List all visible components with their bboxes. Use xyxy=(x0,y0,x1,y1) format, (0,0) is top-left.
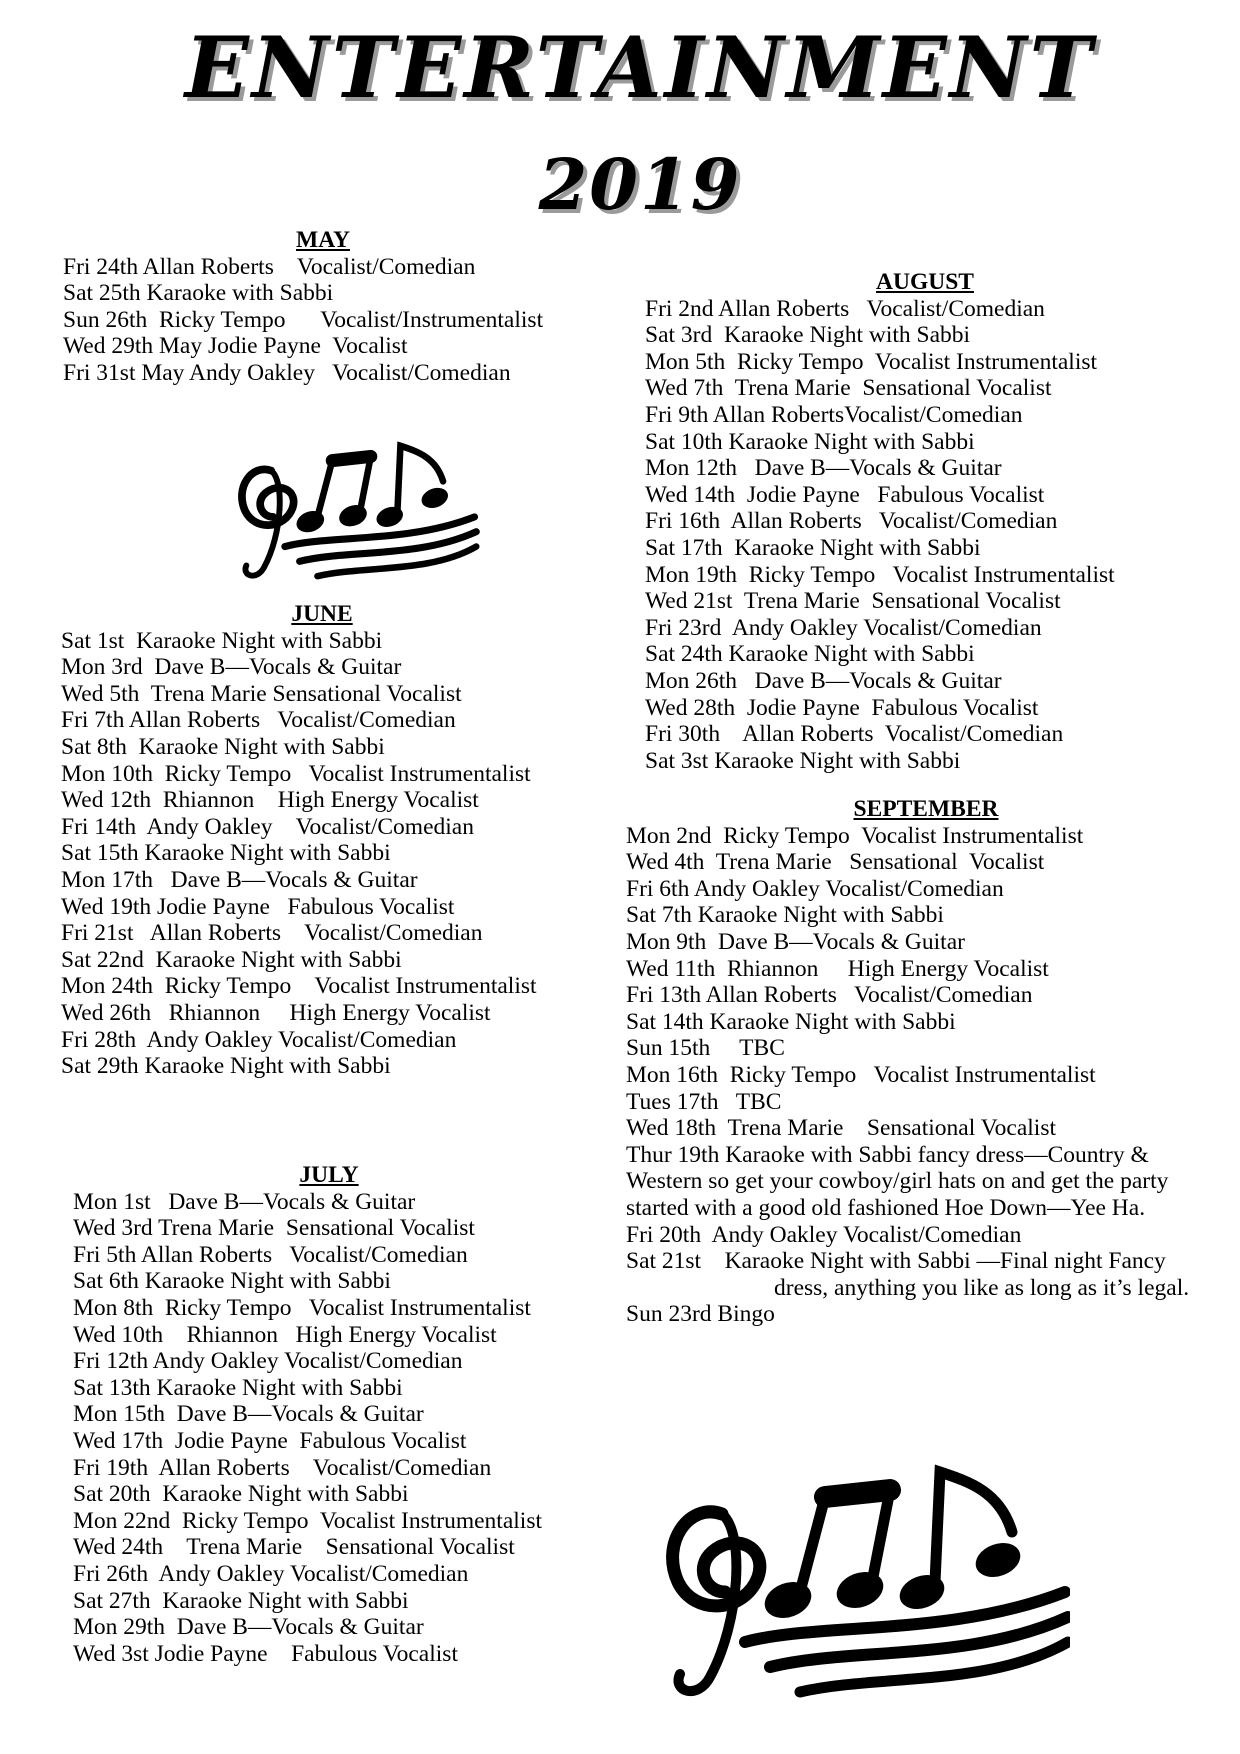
month-heading: MAY xyxy=(296,227,350,253)
event-line: Wed 12th Rhiannon High Energy Vocalist xyxy=(61,787,479,814)
event-line: Wed 10th Rhiannon High Energy Vocalist xyxy=(73,1321,497,1348)
month-july xyxy=(73,1162,633,1667)
month-june xyxy=(61,601,621,1080)
event-line: Mon 8th Ricky Tempo Vocalist Instrumentalist xyxy=(73,1294,531,1321)
event-line: Wed 24th Trena Marie Sensational Vocalist xyxy=(73,1534,515,1561)
event-line: Sat 1st Karaoke Night with Sabbi xyxy=(61,627,383,654)
event-line: Fri 12th Andy Oakley Vocalist/Comedian xyxy=(73,1348,463,1375)
event-line: Fri 20th Andy Oakley Vocalist/Comedian xyxy=(626,1221,1022,1248)
event-line: Sat 24th Karaoke Night with Sabbi xyxy=(645,641,975,668)
event-line: Sun 26th Ricky Tempo Vocalist/Instrumentalist xyxy=(63,306,544,333)
event-line: Mon 15th Dave B—Vocals & Guitar xyxy=(73,1401,424,1428)
event-line: Fri 31st May Andy Oakley Vocalist/Comedian xyxy=(63,359,511,386)
event-line: Sat 3st Karaoke Night with Sabbi xyxy=(645,747,961,774)
event-list xyxy=(63,254,623,387)
event-line: Fri 13th Allan Roberts Vocalist/Comedian xyxy=(626,982,1033,1009)
event-line: Sat 15th Karaoke Night with Sabbi xyxy=(61,840,391,867)
event-line: Wed 21st Trena Marie Sensational Vocalist xyxy=(645,588,1061,615)
month-may xyxy=(63,227,623,387)
event-line: Wed 26th Rhiannon High Energy Vocalist xyxy=(61,999,491,1026)
event-line: Fri 14th Andy Oakley Vocalist/Comedian xyxy=(61,813,474,840)
event-line: Fri 19th Allan Roberts Vocalist/Comedian xyxy=(73,1454,492,1481)
month-heading: JULY xyxy=(299,1162,359,1188)
event-line: Sun 23rd Bingo xyxy=(626,1301,775,1328)
event-line: Fri 26th Andy Oakley Vocalist/Comedian xyxy=(73,1560,469,1587)
event-line-final-night: Sat 21st Karaoke Night with Sabbi —Final night Fancy xyxy=(626,1248,1166,1275)
month-heading: AUGUST xyxy=(876,269,974,295)
event-line: Mon 3rd Dave B—Vocals & Guitar xyxy=(61,654,402,681)
event-line: Mon 16th Ricky Tempo Vocalist Instrumentalist xyxy=(626,1061,1096,1088)
event-line: Fri 28th Andy Oakley Vocalist/Comedian xyxy=(61,1026,457,1053)
event-line: Tues 17th TBC xyxy=(626,1088,782,1115)
event-line: Sat 25th Karaoke with Sabbi xyxy=(63,280,334,307)
event-line: Sat 7th Karaoke Night with Sabbi xyxy=(626,902,944,929)
event-line: Mon 5th Ricky Tempo Vocalist Instrumentalist xyxy=(645,348,1098,375)
event-line: Fri 9th Allan RobertsVocalist/Comedian xyxy=(645,401,1023,428)
event-list xyxy=(645,296,1205,775)
event-line: Wed 11th Rhiannon High Energy Vocalist xyxy=(626,955,1049,982)
treble-clef-music-notes-icon xyxy=(198,428,508,588)
month-august xyxy=(645,269,1205,774)
month-heading: JUNE xyxy=(291,601,353,627)
event-line: Sat 27th Karaoke Night with Sabbi xyxy=(73,1587,409,1614)
month-heading: SEPTEMBER xyxy=(853,796,999,822)
event-line: Fri 21st Allan Roberts Vocalist/Comedian xyxy=(61,920,483,947)
event-line: Fri 24th Allan Roberts Vocalist/Comedian xyxy=(63,253,476,280)
event-line: Sat 3rd Karaoke Night with Sabbi xyxy=(645,322,971,349)
event-line: Mon 24th Ricky Tempo Vocalist Instrumentalist xyxy=(61,973,537,1000)
event-line: Wed 5th Trena Marie Sensational Vocalist xyxy=(61,680,462,707)
event-line: Fri 6th Andy Oakley Vocalist/Comedian xyxy=(626,875,1004,902)
event-line: Wed 19th Jodie Payne Fabulous Vocalist xyxy=(61,893,455,920)
event-line: Mon 2nd Ricky Tempo Vocalist Instrumentalist xyxy=(626,822,1084,849)
event-line: Mon 9th Dave B—Vocals & Guitar xyxy=(626,928,965,955)
event-line: Fri 7th Allan Roberts Vocalist/Comedian xyxy=(61,707,456,734)
event-line: Mon 29th Dave B—Vocals & Guitar xyxy=(73,1614,424,1641)
event-line: Sat 22nd Karaoke Night with Sabbi xyxy=(61,946,402,973)
event-line: Wed 3st Jodie Payne Fabulous Vocalist xyxy=(73,1640,458,1667)
event-line: Mon 1st Dave B—Vocals & Guitar xyxy=(73,1188,416,1215)
event-line-country-western: Thur 19th Karaoke with Sabbi fancy dress—Country & Western so get your cowboy/girl hats on and get the party started with a good old fashioned Hoe Down—Yee Ha. xyxy=(626,1141,1169,1221)
event-line: Wed 4th Trena Marie Sensational Vocalist xyxy=(626,849,1045,876)
event-line: Mon 19th Ricky Tempo Vocalist Instrumentalist xyxy=(645,561,1115,588)
event-line: Fri 2nd Allan Roberts Vocalist/Comedian xyxy=(645,295,1045,322)
event-line-final-night-cont: dress, anything you like as long as it’s legal. xyxy=(774,1274,1190,1301)
event-list xyxy=(73,1189,633,1668)
event-line: Mon 22nd Ricky Tempo Vocalist Instrumentalist xyxy=(73,1507,542,1534)
event-line: Wed 14th Jodie Payne Fabulous Vocalist xyxy=(645,481,1045,508)
event-line: Sat 13th Karaoke Night with Sabbi xyxy=(73,1374,403,1401)
event-line: Mon 10th Ricky Tempo Vocalist Instrumentalist xyxy=(61,760,531,787)
event-line: Sat 20th Karaoke Night with Sabbi xyxy=(73,1481,409,1508)
event-line: Fri 5th Allan Roberts Vocalist/Comedian xyxy=(73,1241,468,1268)
event-line: Mon 26th Dave B—Vocals & Guitar xyxy=(645,667,1002,694)
event-line: Sat 14th Karaoke Night with Sabbi xyxy=(626,1008,956,1035)
event-line: Sun 15th TBC xyxy=(626,1035,785,1062)
treble-clef-music-notes-icon xyxy=(650,1442,1070,1712)
event-list xyxy=(626,823,1226,1328)
event-line: Fri 30th Allan Roberts Vocalist/Comedian xyxy=(645,721,1064,748)
event-line: Mon 12th Dave B—Vocals & Guitar xyxy=(645,455,1002,482)
event-line: Sat 6th Karaoke Night with Sabbi xyxy=(73,1268,391,1295)
event-line: Sat 10th Karaoke Night with Sabbi xyxy=(645,428,975,455)
event-line: Wed 3rd Trena Marie Sensational Vocalist xyxy=(73,1215,475,1242)
poster-title: ENTERTAINMENT xyxy=(184,18,1096,117)
event-line: Wed 18th Trena Marie Sensational Vocalist xyxy=(626,1115,1056,1142)
event-line: Sat 29th Karaoke Night with Sabbi xyxy=(61,1053,391,1080)
event-line: Wed 7th Trena Marie Sensational Vocalist xyxy=(645,375,1052,402)
event-line: Sat 17th Karaoke Night with Sabbi xyxy=(645,534,981,561)
event-line: Fri 16th Allan Roberts Vocalist/Comedian xyxy=(645,508,1058,535)
event-line: Wed 17th Jodie Payne Fabulous Vocalist xyxy=(73,1427,467,1454)
event-line: Sat 8th Karaoke Night with Sabbi xyxy=(61,733,385,760)
event-line: Wed 28th Jodie Payne Fabulous Vocalist xyxy=(645,694,1039,721)
event-line: Wed 29th May Jodie Payne Vocalist xyxy=(63,333,408,360)
month-september xyxy=(626,796,1226,1328)
event-line: Fri 23rd Andy Oakley Vocalist/Comedian xyxy=(645,614,1042,641)
event-line: Mon 17th Dave B—Vocals & Guitar xyxy=(61,866,418,893)
poster-year: 2019 xyxy=(538,143,742,226)
event-list xyxy=(61,628,621,1080)
